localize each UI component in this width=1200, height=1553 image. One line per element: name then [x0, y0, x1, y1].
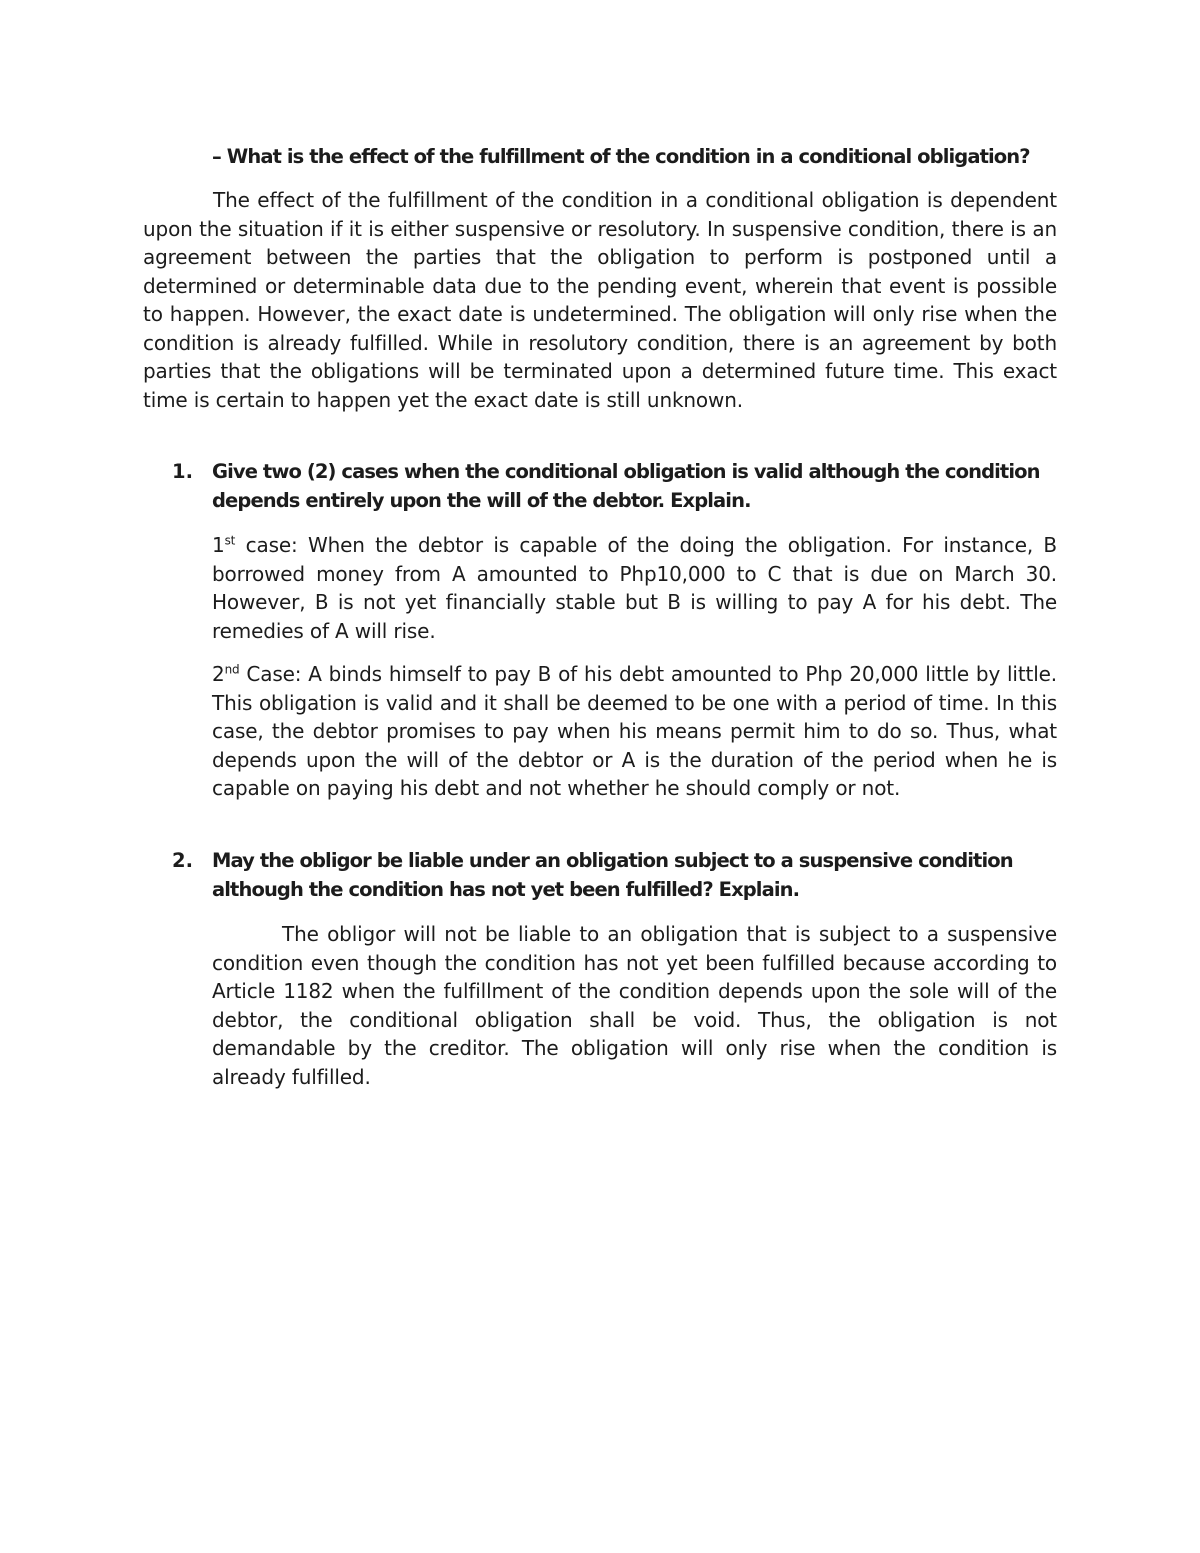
intro-paragraph: The effect of the fulfillment of the condition in a conditional obligation is dependent upon the situation if it is either suspensive or resolutory. In suspensive condition, there is an agreement between the parties that the obligation to perform is postponed until a determined or determinable data due to the pending event, wherein that event is possible to happen. However, the exact date is undetermined. The obligation will only rise when the condition is already fulfilled. While in resolutory condition, there is an agreement by both parties that the obligations will be terminated upon a determined future time. This exact time is certain to happen yet the exact date is still unknown. [143, 188, 1057, 412]
main-question-heading: – What is the effect of the fulfillment of the condition in a conditional obligation? [212, 145, 1030, 168]
question-2-answer: The obligor will not be liable to an obligation that is subject to a suspensive condition even though the condition has not yet been fulfilled because according to Article 1182 when the fulfillment of the condition depends upon the sole will of the debtor, the conditional obligation shall be void. Thus, the obligation is not demandable by the creditor. The obligation will only rise when the condition is already fulfilled. [212, 922, 1057, 1089]
question-2 [172, 847, 1057, 904]
question-1-answer-case-2 [212, 660, 1057, 803]
case-2-ordinal-suffix: nd [224, 662, 240, 677]
question-2-text: May the obligor be liable under an obligation subject to a suspensive condition although the condition has not yet been fulfilled? Explain. [212, 849, 1013, 901]
question-2-number: 2. [172, 849, 193, 872]
question-1-text: Give two (2) cases when the conditional obligation is valid although the condition depends entirely upon the will of the debtor. Explain. [212, 460, 1040, 512]
case-2-text: Case: A binds himself to pay B of his debt amounted to Php 20,000 little by little. This obligation is valid and it shall be deemed to be one with a period of time. In this case, the debtor promises to pay when his means permit him to do so. Thus, what depends upon the will of the debtor or A is the duration of the period when he is capable on paying his debt and not whether he should comply or not. [212, 662, 1057, 800]
question-1-number: 1. [172, 460, 193, 483]
case-1-ordinal-number: 1 [212, 533, 225, 557]
question-1 [172, 458, 1057, 515]
case-1-ordinal-suffix: st [224, 533, 236, 548]
question-1-answer-case-1 [212, 531, 1057, 645]
case-2-ordinal-number: 2 [212, 662, 225, 686]
case-1-text: case: When the debtor is capable of the doing the obligation. For instance, B borrowed money from A amounted to Php10,000 to C that is due on March 30. However, B is not yet financially stable but B is willing to pay A for his debt. The remedies of A will rise. [212, 533, 1057, 643]
